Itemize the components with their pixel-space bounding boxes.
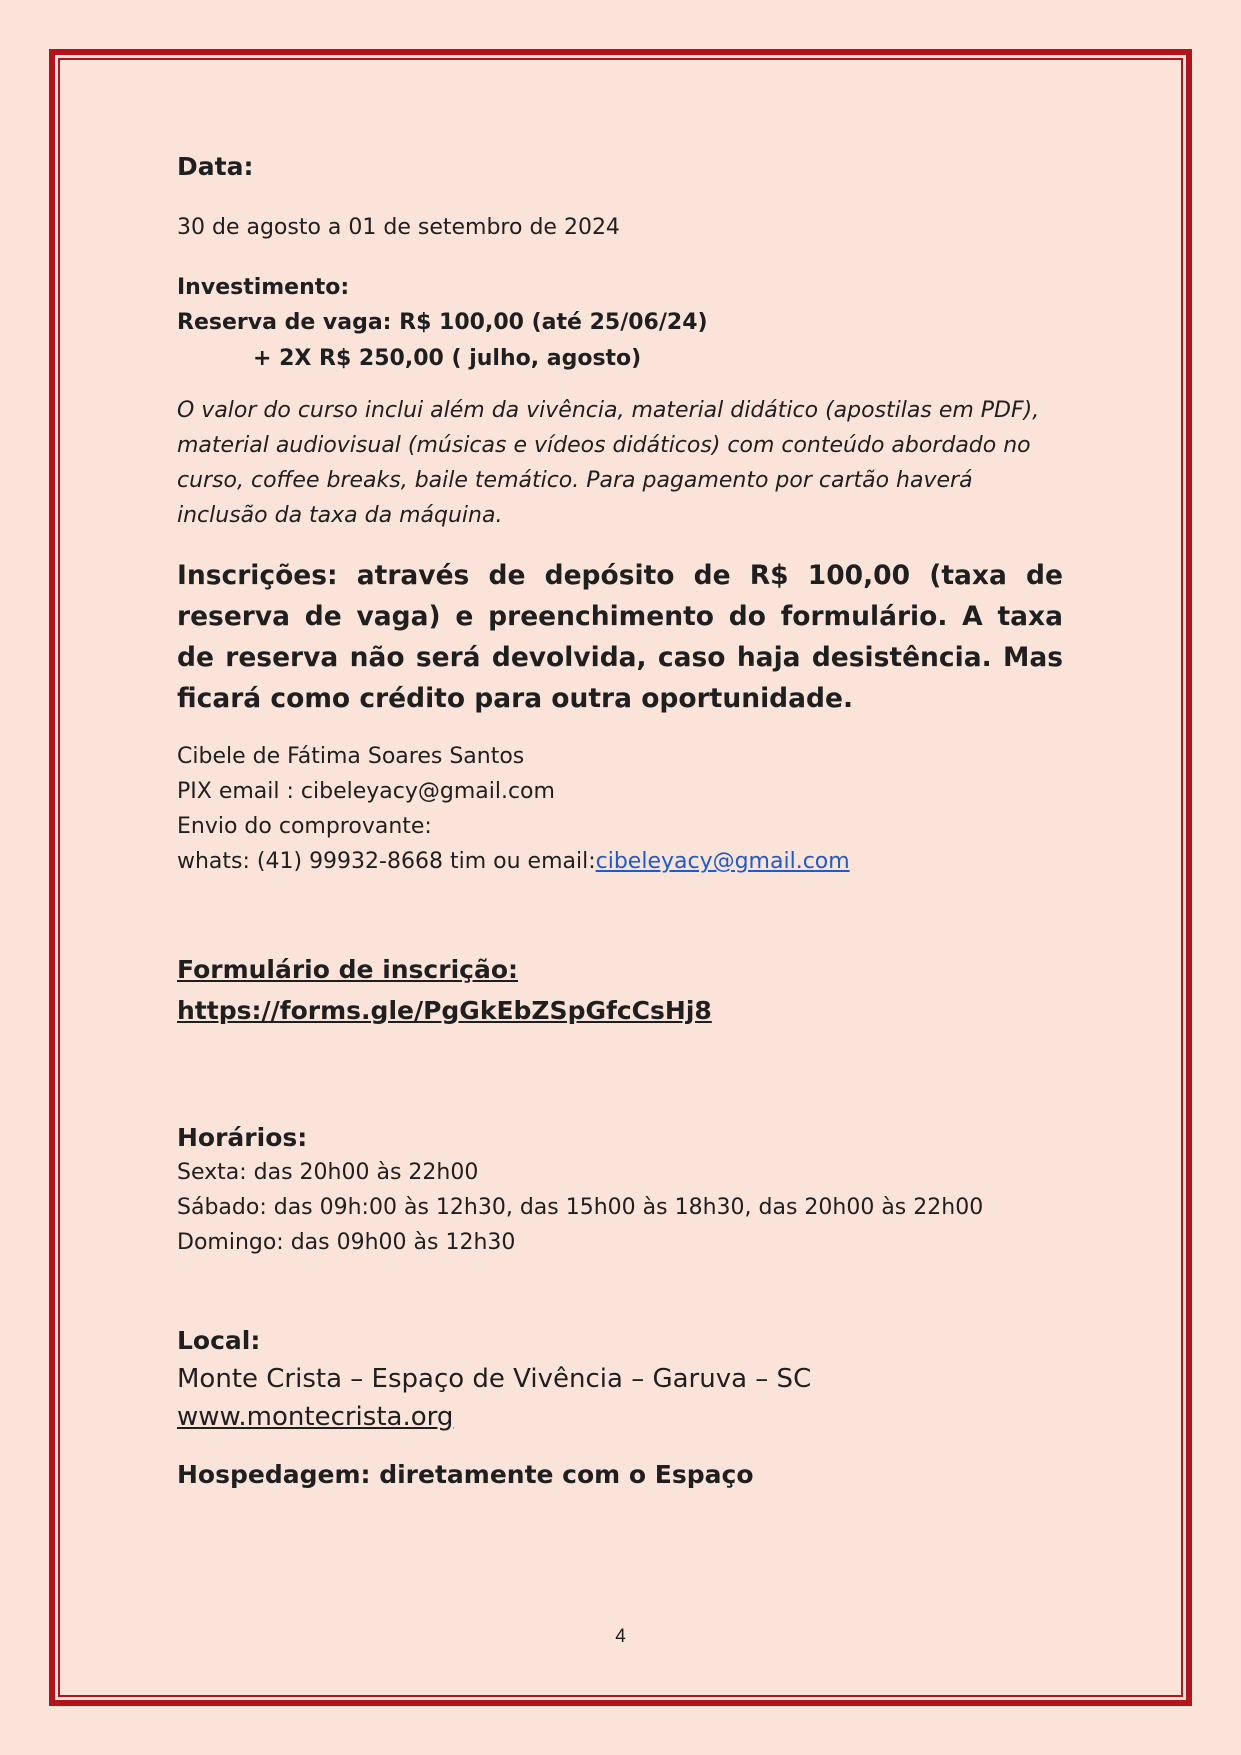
contato-pix: PIX email : cibeleyacy@gmail.com <box>177 779 555 804</box>
document-content <box>177 150 1063 1492</box>
local-place: Monte Crista – Espaço de Vivência – Garuva – SC <box>177 1364 812 1394</box>
horarios-heading: Horários: <box>177 1123 308 1152</box>
email-link[interactable]: cibeleyacy@gmail.com <box>595 849 850 874</box>
horarios-sabado: Sábado: das 09h:00 às 12h30, das 15h00 às 18h30, das 20h00 às 22h00 <box>177 1195 984 1220</box>
formulario-link[interactable]: https://forms.gle/PgGkEbZSpGfcCsHj8 <box>177 996 712 1025</box>
data-value: 30 de agosto a 01 de setembro de 2024 <box>177 215 620 240</box>
page-number: 4 <box>615 1626 626 1647</box>
contato-name: Cibele de Fátima Soares Santos <box>177 744 525 769</box>
hospedagem-text: Hospedagem: diretamente com o Espaço <box>177 1460 754 1489</box>
horarios-sexta: Sexta: das 20h00 às 22h00 <box>177 1160 479 1185</box>
contato-whats <box>177 844 1063 879</box>
investimento-parcelas: + 2X R$ 250,00 ( julho, agosto) <box>253 346 642 371</box>
formulario-label: Formulário de inscrição: <box>177 955 519 984</box>
horarios-domingo: Domingo: das 09h00 às 12h30 <box>177 1230 516 1255</box>
data-heading: Data: <box>177 152 254 181</box>
investimento-reserva: Reserva de vaga: R$ 100,00 (até 25/06/24) <box>177 310 708 335</box>
local-site-link[interactable]: www.montecrista.org <box>177 1402 454 1432</box>
investimento-heading: Investimento: <box>177 275 350 300</box>
inscricoes-text: Inscrições: através de depósito de R$ 100,00 (taxa de reserva de vaga) e preenchimento do formulário. A taxa de reserva não será devolvida, caso haja desistência. Mas ficará como crédito para outra oportunidade. <box>177 560 1063 714</box>
local-heading: Local: <box>177 1326 261 1355</box>
investimento-description: O valor do curso inclui além da vivência, material didático (apostilas em PDF), material audiovisual (músicas e vídeos didáticos) com conteúdo abordado no curso, coffee breaks, baile temático. Para pagamento por cartão haverá inclusão da taxa da máquina. <box>177 398 1040 528</box>
contato-whats-text: whats: (41) 99932-8668 tim ou email: <box>177 849 596 874</box>
contato-envio: Envio do comprovante: <box>177 814 432 839</box>
